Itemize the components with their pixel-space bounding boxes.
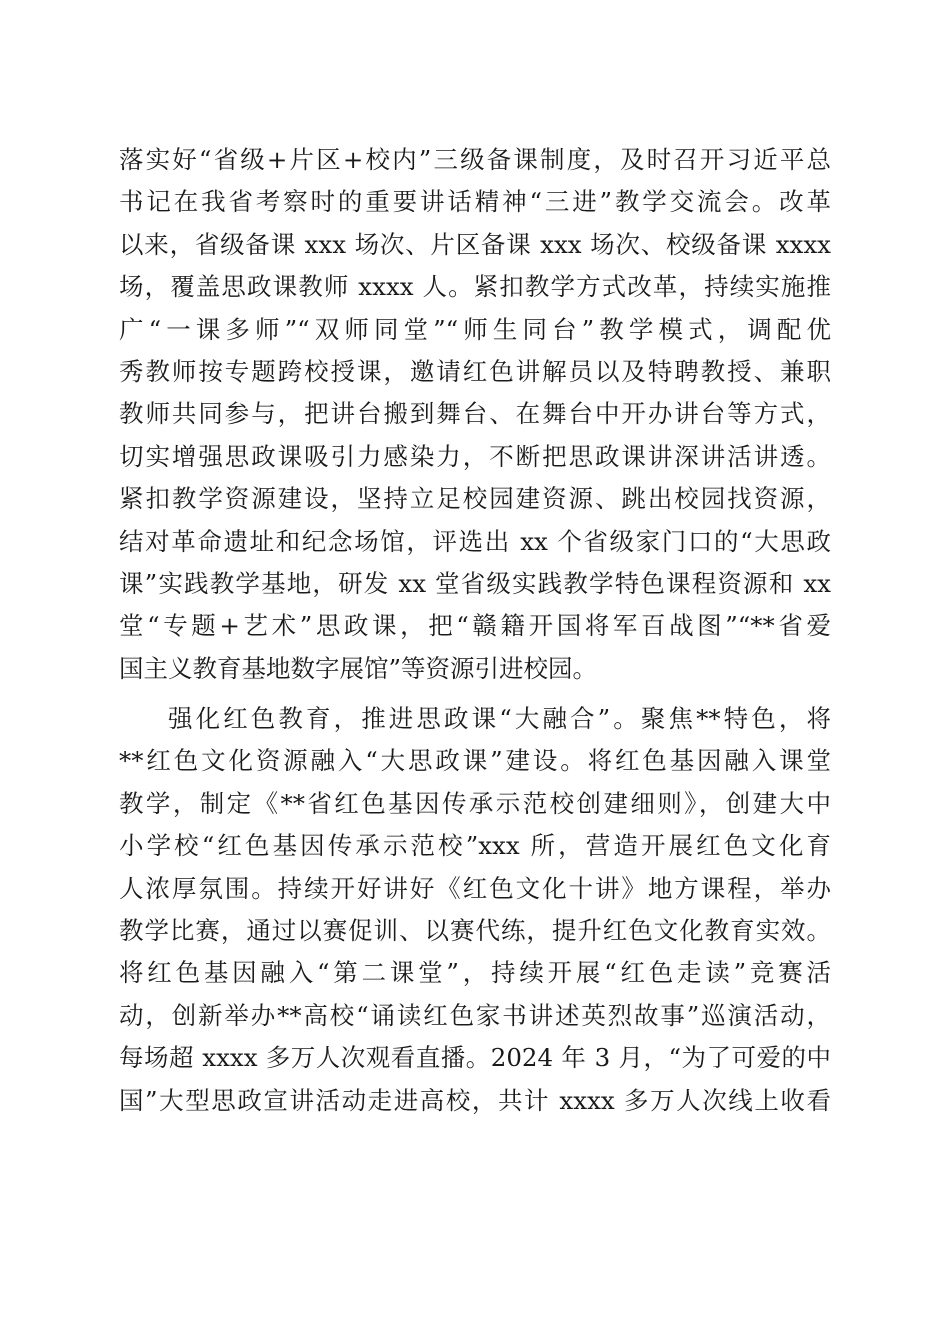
- text-line: 秀教师按专题跨校授课，邀请红色讲解员以及特聘教授、兼职: [119, 356, 831, 386]
- text-line: 广“一课多师”“双师同堂”“师生同台”教学模式，调配优: [119, 314, 831, 344]
- text-line: 将红色基因融入“第二课堂”，持续开展“红色走读”竞赛活: [119, 958, 831, 988]
- paragraph-2: [119, 698, 831, 1122]
- text-line: 书记在我省考察时的重要讲话精神“三进”教学交流会。改革: [119, 187, 831, 217]
- text-line: 场，覆盖思政课教师 xxxx 人。紧扣教学方式改革，持续实施推: [119, 272, 831, 302]
- text-line: **红色文化资源融入“大思政课”建设。将红色基因融入课堂: [119, 746, 831, 776]
- text-line: 落实好“省级+片区+校内”三级备课制度，及时召开习近平总: [119, 145, 831, 174]
- text-line: 紧扣教学资源建设，坚持立足校园建资源、跳出校园找资源，: [119, 484, 831, 514]
- text-line: 小学校“红色基因传承示范校”xxx 所，营造开展红色文化育: [119, 831, 831, 861]
- text-line: 人浓厚氛围。持续开好讲好《红色文化十讲》地方课程，举办: [119, 873, 831, 903]
- text-line: 每场超 xxxx 多万人次观看直播。2024 年 3 月，“为了可爱的中: [119, 1043, 831, 1073]
- paragraph-1: [119, 139, 831, 690]
- text-line: 教学比赛，通过以赛促训、以赛代练，提升红色文化教育实效。: [119, 916, 831, 946]
- text-line: 强化红色教育，推进思政课“大融合”。聚焦**特色，将: [168, 704, 831, 734]
- text-line: 结对革命遗址和纪念场馆，评选出 xx 个省级家门口的“大思政: [119, 526, 831, 556]
- text-line: 动，创新举办**高校“诵读红色家书讲述英烈故事”巡演活动，: [119, 1000, 831, 1030]
- paragraph-spacer: [119, 690, 831, 698]
- text-line: 国主义教育基地数字展馆”等资源引进校园。: [119, 653, 598, 683]
- text-line: 堂“专题+艺术”思政课，把“赣籍开国将军百战图”“**省爱: [119, 611, 831, 641]
- body-text: [119, 139, 831, 1122]
- text-line: 教学，制定《**省红色基因传承示范校创建细则》，创建大中: [119, 788, 831, 818]
- text-line: 国”大型思政宣讲活动走进高校，共计 xxxx 多万人次线上收看: [119, 1085, 831, 1115]
- text-line: 切实增强思政课吸引力感染力，不断把思政课讲深讲活讲透。: [119, 441, 831, 471]
- text-line: 课”实践教学基地，研发 xx 堂省级实践教学特色课程资源和 xx: [119, 568, 831, 598]
- text-line: 教师共同参与，把讲台搬到舞台、在舞台中开办讲台等方式，: [119, 399, 831, 429]
- text-line: 以来，省级备课 xxx 场次、片区备课 xxx 场次、校级备课 xxxx: [119, 229, 831, 259]
